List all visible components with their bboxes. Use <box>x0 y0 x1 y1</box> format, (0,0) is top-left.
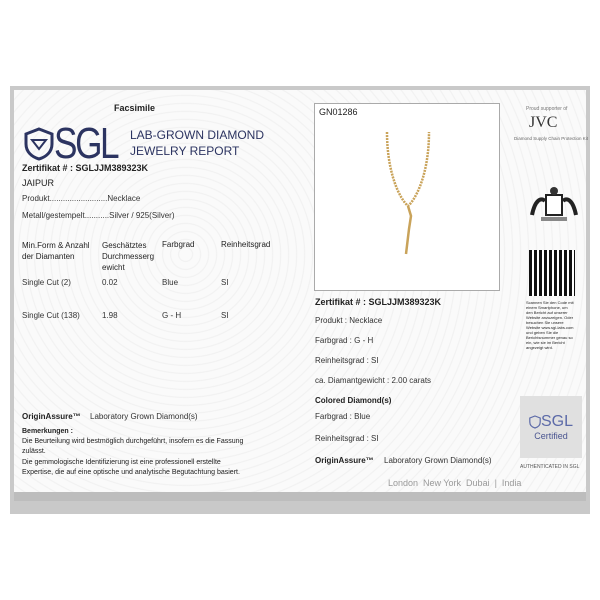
center-weight: ca. Diamantgewicht : 2.00 carats <box>315 376 432 385</box>
colored-clarity: Reinheitsgrad : SI <box>315 434 379 443</box>
supporter-text: Proud supporter of <box>526 106 568 112</box>
badge-text: Certified <box>534 431 568 441</box>
center-origin-label: OriginAssure™ <box>315 456 374 465</box>
product: Produkt..........................Necklace <box>22 194 141 203</box>
origin-label: OriginAssure™ <box>22 412 81 421</box>
center-product: Produkt : Necklace <box>315 316 383 325</box>
coat-of-arms-icon <box>529 185 579 225</box>
report-title-1: LAB-GROWN DIAMOND <box>130 128 265 142</box>
table-cell: Blue <box>162 278 179 287</box>
table-cell: Single Cut (2) <box>22 278 71 287</box>
shield-icon <box>529 415 541 429</box>
locations: London New York Dubai | India <box>388 478 522 488</box>
product-photo <box>314 103 500 291</box>
center-color: Farbgrad : G - H <box>315 336 374 345</box>
table-cell: Single Cut (138) <box>22 311 80 320</box>
table-header: Geschätztes Durchmesserg ewicht <box>102 241 155 272</box>
bottom-bar <box>14 492 586 501</box>
colored-color: Farbgrad : Blue <box>315 412 371 421</box>
table-cell: 0.02 <box>102 278 118 287</box>
table-cell: 1.98 <box>102 311 118 320</box>
authenticated-text: AUTHENTICATED IN SGL <box>520 464 580 470</box>
jvc-subtitle: Diamond Supply Chain Protection Kit <box>514 136 589 141</box>
origin-value: Laboratory Grown Diamond(s) <box>90 412 198 421</box>
certificate <box>10 86 590 514</box>
jvc-logo: JVC <box>529 114 558 131</box>
center-clarity: Reinheitsgrad : SI <box>315 356 379 365</box>
sgl-certified-badge <box>520 396 582 458</box>
logo-text: SGL <box>54 122 118 166</box>
image-id: GN01286 <box>319 107 358 117</box>
center-cert-number: Zertifikat # : SGLJJM389323K <box>315 297 442 307</box>
table-header: Min.Form & Anzahl der Diamanten <box>22 241 90 261</box>
remarks-title: Bemerkungen : <box>22 428 73 435</box>
report-title-2: JEWELRY REPORT <box>130 144 240 158</box>
remarks-1: Die Beurteilung wird bestmöglich durchgeführt, insofern es die Fassung zulässt. <box>22 438 244 455</box>
cert-number: Zertifikat # : SGLJJM389323K <box>22 163 149 173</box>
center-origin-value: Laboratory Grown Diamond(s) <box>384 456 492 465</box>
remarks-2: Die gemmologische Identifizierung ist eine professionell erstellte Expertise, die auf eine optische und analytische Begutachtung basiert. <box>22 459 240 476</box>
badge-logo: SGL <box>540 413 573 430</box>
table-cell: G - H <box>162 311 182 320</box>
facsimile-label: Facsimile <box>114 103 156 113</box>
metal: Metall/gestempelt...........Silver / 925(Silver) <box>22 211 175 220</box>
city: JAIPUR <box>22 178 55 188</box>
shield-icon <box>24 127 54 161</box>
sgl-logo <box>24 122 124 166</box>
table-cell: SI <box>221 311 229 320</box>
qr-instructions: Scannen Sie den Code mit einem Smartphone, um den Bericht auf unserer Website anzuzeigen. Oder besuchen Sie unsere Website www.sgl-labs.com und geben Sie die Berichtsnummer genau so ein, wie sie im Bericht angezeigt wird. <box>526 300 574 350</box>
table-cell: SI <box>221 278 229 287</box>
table-header: Reinheitsgrad <box>221 240 271 249</box>
table-header: Farbgrad <box>162 240 195 249</box>
colored-title: Colored Diamond(s) <box>315 396 392 405</box>
necklace-image <box>315 104 501 292</box>
qr-code[interactable] <box>529 250 575 296</box>
